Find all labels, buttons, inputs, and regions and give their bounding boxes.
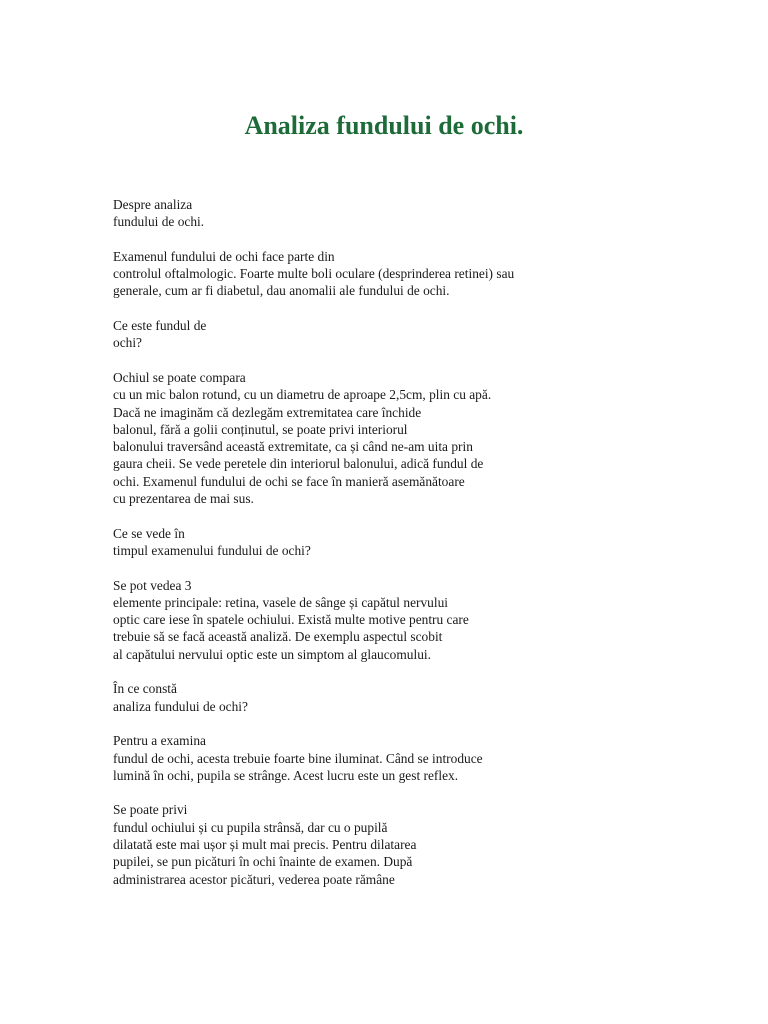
text-line: controlul oftalmologic. Foarte multe boli oculare (desprinderea retinei) sau (113, 266, 515, 282)
paragraph (113, 732, 733, 784)
text-line: pupilei, se pun picături în ochi înainte de examen. După (113, 854, 413, 870)
paragraph (113, 317, 733, 352)
text-line: elemente principale: retina, vasele de sânge și capătul nervului (113, 594, 448, 610)
paragraph (113, 525, 733, 560)
text-line: fundului de ochi. (113, 214, 205, 230)
text-line: dilatată este mai ușor și mult mai precis. Pentru dilatarea (113, 836, 417, 852)
text-line: cu prezentarea de mai sus. (113, 491, 254, 507)
document-body (113, 196, 733, 905)
text-line: fundul de ochi, acesta trebuie foarte bine iluminat. Când se introduce (113, 750, 483, 766)
text-line: administrarea acestor picături, vederea poate rămâne (113, 871, 395, 887)
text-line: Ce se vede în (113, 525, 185, 541)
text-line: trebuie să se facă această analiză. De exemplu aspectul scobit (113, 629, 443, 645)
paragraph (113, 577, 733, 663)
document-title: Analiza fundului de ochi. (244, 111, 524, 141)
text-line: Se pot vedea 3 (113, 577, 192, 593)
text-line: balonului traversând această extremitate, ca și când ne-am uita prin (113, 439, 473, 455)
text-line: Dacă ne imaginăm că dezlegăm extremitatea care închide (113, 404, 422, 420)
text-line: ochi. Examenul fundului de ochi se face în manieră asemănătoare (113, 473, 465, 489)
paragraph (113, 680, 733, 715)
text-line: Pentru a examina (113, 733, 206, 749)
paragraph (113, 801, 733, 887)
paragraph (113, 369, 733, 507)
text-line: lumină în ochi, pupila se strânge. Acest lucru este un gest reflex. (113, 767, 459, 783)
text-line: Examenul fundului de ochi face parte din (113, 248, 335, 264)
text-line: ochi? (113, 335, 142, 351)
text-line: Se poate privi (113, 802, 188, 818)
text-line: Ce este fundul de (113, 318, 207, 334)
text-line: fundul ochiului și cu pupila strânsă, dar cu o pupilă (113, 819, 388, 835)
text-line: Ochiul se poate compara (113, 369, 246, 385)
text-line: gaura cheii. Se vede peretele din interiorul balonului, adică fundul de (113, 456, 484, 472)
text-line: generale, cum ar fi diabetul, dau anomalii ale fundului de ochi. (113, 283, 450, 299)
paragraph (113, 196, 733, 231)
text-line: analiza fundului de ochi? (113, 698, 248, 714)
paragraph (113, 248, 733, 300)
text-line: timpul examenului fundului de ochi? (113, 542, 311, 558)
text-line: În ce constă (113, 681, 177, 697)
text-line: Despre analiza (113, 197, 193, 212)
text-line: al capătului nervului optic este un simptom al glaucomului. (113, 646, 431, 662)
text-line: cu un mic balon rotund, cu un diametru de aproape 2,5cm, plin cu apă. (113, 387, 492, 403)
text-line: optic care iese în spatele ochiului. Există multe motive pentru care (113, 612, 469, 628)
text-line: balonul, fără a golii conținutul, se poate privi interiorul (113, 421, 408, 437)
